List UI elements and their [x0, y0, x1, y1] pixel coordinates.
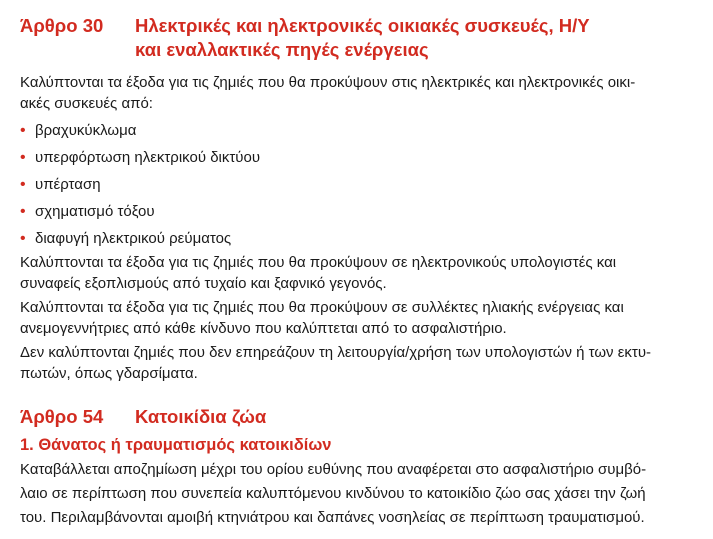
list-item: • υπέρταση — [20, 176, 101, 193]
article-54-title: Κατοικίδια ζώα — [135, 406, 267, 427]
article-30-intro-line2: ακές συσκευές από: — [20, 95, 153, 112]
article-30-solar-paragraph: Καλύπτονται τα έξοδα για τις ζημιές που θα προκύψουν σε συλλέκτες ηλιακής ενέργειας και ανεμογεννήτριες από κάθε κίνδυνο που καλύπτεται από το ασφαλιστήριο. — [20, 299, 624, 337]
list-item: • σχηματισμό τόξου — [20, 203, 155, 220]
article-30-exclusion-paragraph: Δεν καλύπτονται ζημιές που δεν επηρεάζουν τη λειτουργία/χρήση των υπολογιστών ή των εκτυ- πωτών, όπως γδαρσίματα. — [20, 344, 652, 382]
article-30-title-line1: Ηλεκτρικές και ηλεκτρονικές οικιακές συσκευές, Η/Υ — [135, 15, 590, 36]
article-54-subsection-title: 1. Θάνατος ή τραυματισμός κατοικιδίων — [20, 436, 332, 454]
list-item: • υπερφόρτωση ηλεκτρικού δικτύου — [20, 149, 261, 166]
bullet-icon: • — [20, 122, 26, 139]
article-30-number: Άρθρο 30 — [20, 15, 104, 36]
bullet-icon: • — [20, 176, 26, 193]
article-30-intro-line1: Καλύπτονται τα έξοδα για τις ζημιές που θα προκύψουν στις ηλεκτρικές και ηλεκτρονικές οικι- — [20, 74, 636, 91]
article-30-intro — [20, 72, 700, 114]
bullet-icon: • — [20, 230, 26, 247]
article-30-heading — [20, 14, 590, 62]
list-item: • διαφυγή ηλεκτρικού ρεύματος — [20, 230, 232, 247]
article-30-computers-paragraph: Καλύπτονται τα έξοδα για τις ζημιές που θα προκύψουν σε ηλεκτρονικούς υπολογιστές και συναφείς εξοπλισμούς από τυχαίο και ξαφνικό γεγονός. — [20, 254, 617, 292]
article-54-number: Άρθρο 54 — [20, 406, 104, 427]
article-30-title-line2: και εναλλακτικές πηγές ενέργειας — [135, 39, 429, 60]
bullet-icon: • — [20, 149, 26, 166]
article-30-bullet-list — [20, 120, 260, 255]
article-54-paragraph: Καταβάλλεται αποζημίωση μέχρι του ορίου ευθύνης που αναφέρεται στο ασφαλιστήριο συμβό- λαιο σε περίπτωση που συνεπεία καλυπτόμενου κινδύνου το κατοικίδιο ζώο σας χάσει την ζωή του. Περιλαμβάνονται αμοιβή κτηνιάτρου και δαπάνες νοσηλείας σε περίπτωση τραυματισμού. — [20, 461, 647, 526]
bullet-icon: • — [20, 203, 26, 220]
article-54-heading — [20, 405, 266, 429]
list-item: • βραχυκύκλωμα — [20, 122, 137, 139]
